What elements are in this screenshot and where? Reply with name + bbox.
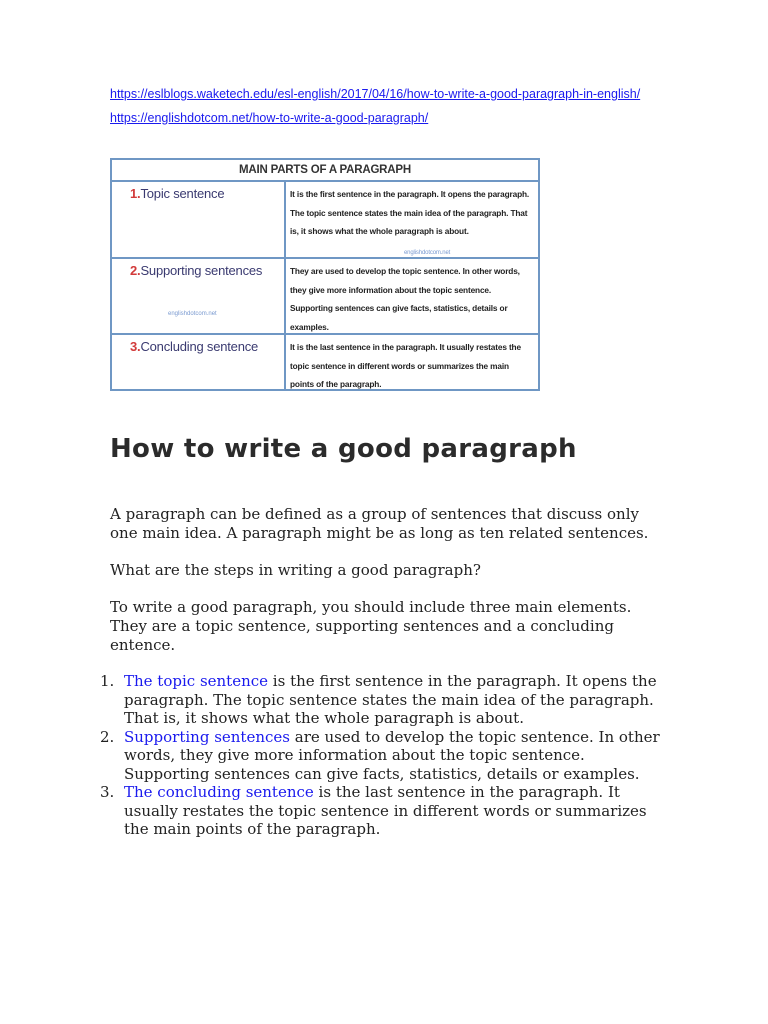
watermark-text: englishdotcom.net [404, 250, 451, 256]
watermark-text: englishdotcom.net [168, 311, 217, 317]
table-row [112, 259, 538, 335]
list-text: is the last sentence in the paragraph. It usually restates the topic sentence in different words or summarizes the main points of the paragraph. [124, 783, 647, 838]
list-number: 1. [100, 672, 115, 690]
table-text-cell [286, 259, 538, 333]
row-number: 2. [130, 263, 141, 278]
table-title: MAIN PARTS OF A PARAGRAPH [112, 160, 538, 182]
list-number: 2. [100, 727, 115, 746]
paragraph-parts-list [100, 672, 660, 839]
row-text: It is the last sentence in the paragraph. It usually restates the topic sentence in different words or summarizes the main points of the paragraph. [290, 342, 521, 389]
row-number: 1. [130, 186, 141, 201]
table-label-cell [112, 259, 286, 333]
table-text-cell [286, 182, 538, 257]
list-text: is the first sentence in the paragraph. It opens the paragraph. The topic sentence states the main idea of the paragraph. That is, it shows what the whole paragraph is about. [124, 672, 657, 727]
list-number: 3. [100, 783, 115, 801]
list-term: The topic sentence [124, 672, 269, 690]
table-label-cell [112, 182, 286, 257]
row-label: Topic sentence [140, 186, 225, 201]
link-englishdotcom[interactable]: https://englishdotcom.net/how-to-write-a-good-paragraph/ [110, 111, 429, 125]
paragraph-definition: A paragraph can be defined as a group of sentences that discuss only one main idea. A paragraph might be as long as ten related sentences. [110, 505, 649, 542]
row-text: They are used to develop the topic sentence. In other words, they give more information about the topic sentence. Supporting sentences can give facts, statistics, details or examples. [290, 266, 520, 332]
row-text: It is the first sentence in the paragraph. It opens the paragraph. The topic sentence states the main idea of the paragraph. That is, it shows what the whole paragraph is about. [290, 189, 530, 236]
page-heading: How to write a good paragraph [110, 434, 577, 464]
list-item [100, 728, 660, 784]
reference-links [110, 86, 650, 126]
list-term: The concluding sentence [124, 783, 314, 801]
list-item [100, 672, 660, 728]
paragraph-question: What are the steps in writing a good paragraph? [110, 561, 481, 579]
row-number: 3. [130, 339, 141, 354]
paragraph-elements: To write a good paragraph, you should include three main elements. They are a topic sentence, supporting sentences and a concluding entence. [110, 598, 632, 654]
table-text-cell [286, 335, 538, 391]
table-row [112, 182, 538, 259]
table-row [112, 335, 538, 391]
paragraph-parts-table [110, 158, 540, 391]
row-label: Supporting sentences [140, 263, 263, 278]
list-term: Supporting sentences [124, 727, 290, 746]
row-label: Concluding sentence [140, 339, 259, 354]
list-item [100, 783, 660, 839]
table-label-cell [112, 335, 286, 391]
list-text: are used to develop the topic sentence. In other words, they give more information about the topic sentence. Supporting sentences can give facts, statistics, details or examples. [124, 727, 660, 783]
link-eslblogs[interactable]: https://eslblogs.waketech.edu/esl-english/2017/04/16/how-to-write-a-good-paragraph-in-english/ [110, 87, 641, 101]
